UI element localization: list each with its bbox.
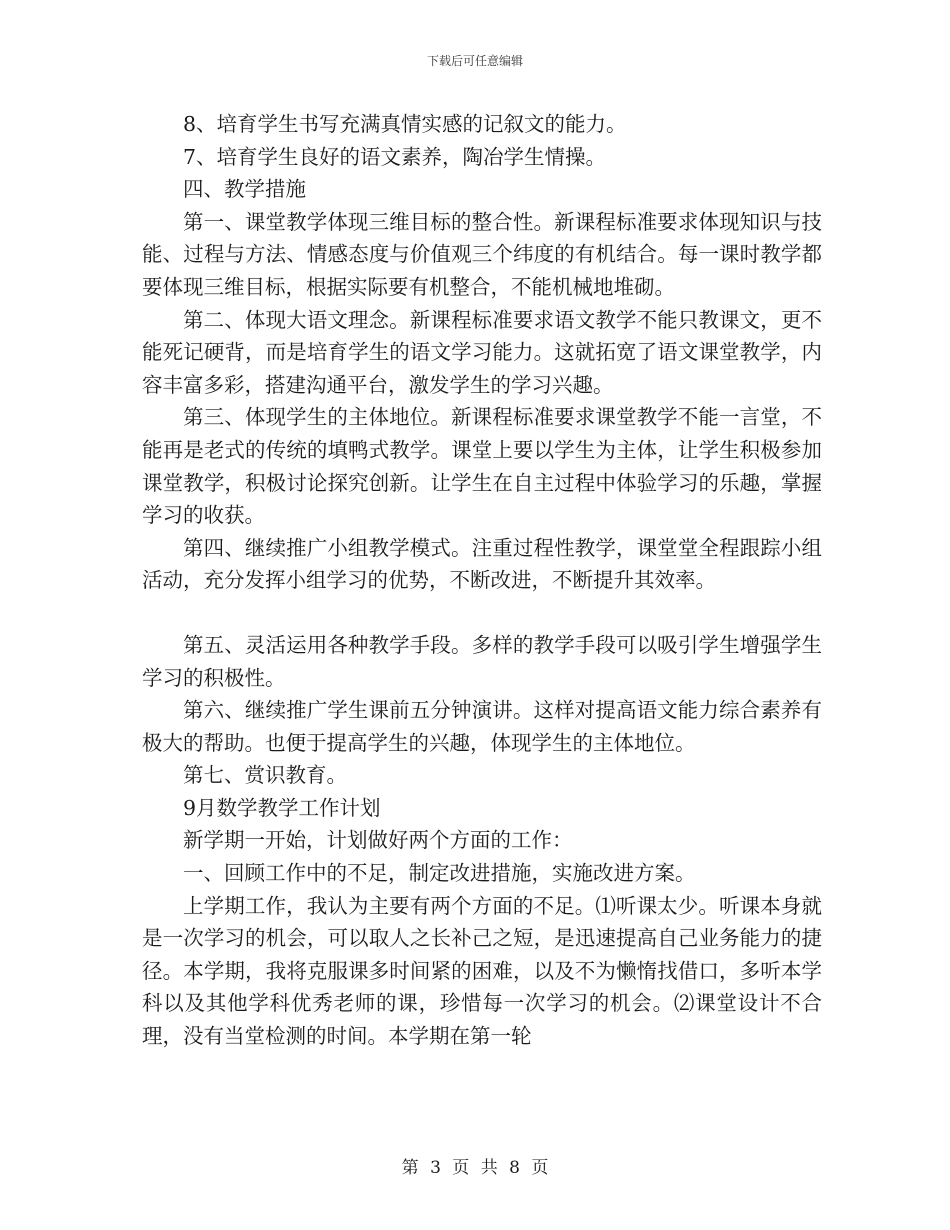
paragraph: 7、培育学生良好的语文素养，陶冶学生情操。 <box>183 144 607 169</box>
paragraph: 第一、课堂教学体现三维目标的整合性。新课程标准要求体现知识与技能、过程与方法、情感态度与价值观三个纬度的有机结合。每一课时教学都要体现三维目标，根据实际要有机整合，不能机械地堆砌。 <box>142 209 822 299</box>
paragraph: 上学期工作，我认为主要有两个方面的不足。⑴听课太少。听课本身就是一次学习的机会，可以取人之长补己之短，是迅速提高自己业务能力的捷径。本学期，我将克服课多时间紧的困难，以及不为懒惰找借口，多听本学科以及其他学科优秀老师的课，珍惜每一次学习的机会。⑵课堂设计不合理，没有当堂检测的时间。本学期在第一轮 <box>142 893 822 1049</box>
paragraph: 第五、灵活运用各种教学手段。多样的教学手段可以吸引学生增强学生学习的积极性。 <box>142 632 822 690</box>
section-heading: 一、回顾工作中的不足，制定改进措施，实施改进方案。 <box>183 861 696 886</box>
paragraph: 8、培育学生书写充满真情实感的记叙文的能力。 <box>183 112 627 136</box>
paragraph: 第六、继续推广学生课前五分钟演讲。这样对提高语文能力综合素养有极大的帮助。也便于提高学生的兴趣，体现学生的主体地位。 <box>142 698 822 755</box>
document-body <box>142 108 822 1053</box>
paragraph: 第七、赏识教育。 <box>183 763 347 788</box>
paragraph: 新学期一开始，计划做好两个方面的工作： <box>183 828 573 853</box>
paragraph: 第二、体现大语文理念。新课程标准要求语文教学不能只教课文，更不能死记硬背，而是培育学生的语文学习能力。这就拓宽了语文课堂教学，内容丰富多彩，搭建沟通平台，激发学生的学习兴趣。 <box>142 307 822 397</box>
page-number: 第 3 页 共 8 页 <box>401 1158 549 1178</box>
paragraph: 第四、继续推广小组教学模式。注重过程性教学，课堂堂全程跟踪小组活动，充分发挥小组学习的优势，不断改进，不断提升其效率。 <box>142 535 822 593</box>
section-heading: 四、教学措施 <box>183 177 306 202</box>
section-title: 9月数学教学工作计划 <box>183 795 381 820</box>
page-header: 下载后可任意编辑 <box>426 54 523 68</box>
paragraph: 第三、体现学生的主体地位。新课程标准要求课堂教学不能一言堂，不能再是老式的传统的填鸭式教学。课堂上要以学生为主体，让学生积极参加课堂教学，积极讨论探究创新。让学生在自主过程中体验学习的乐趣，掌握学习的收获。 <box>142 405 822 528</box>
